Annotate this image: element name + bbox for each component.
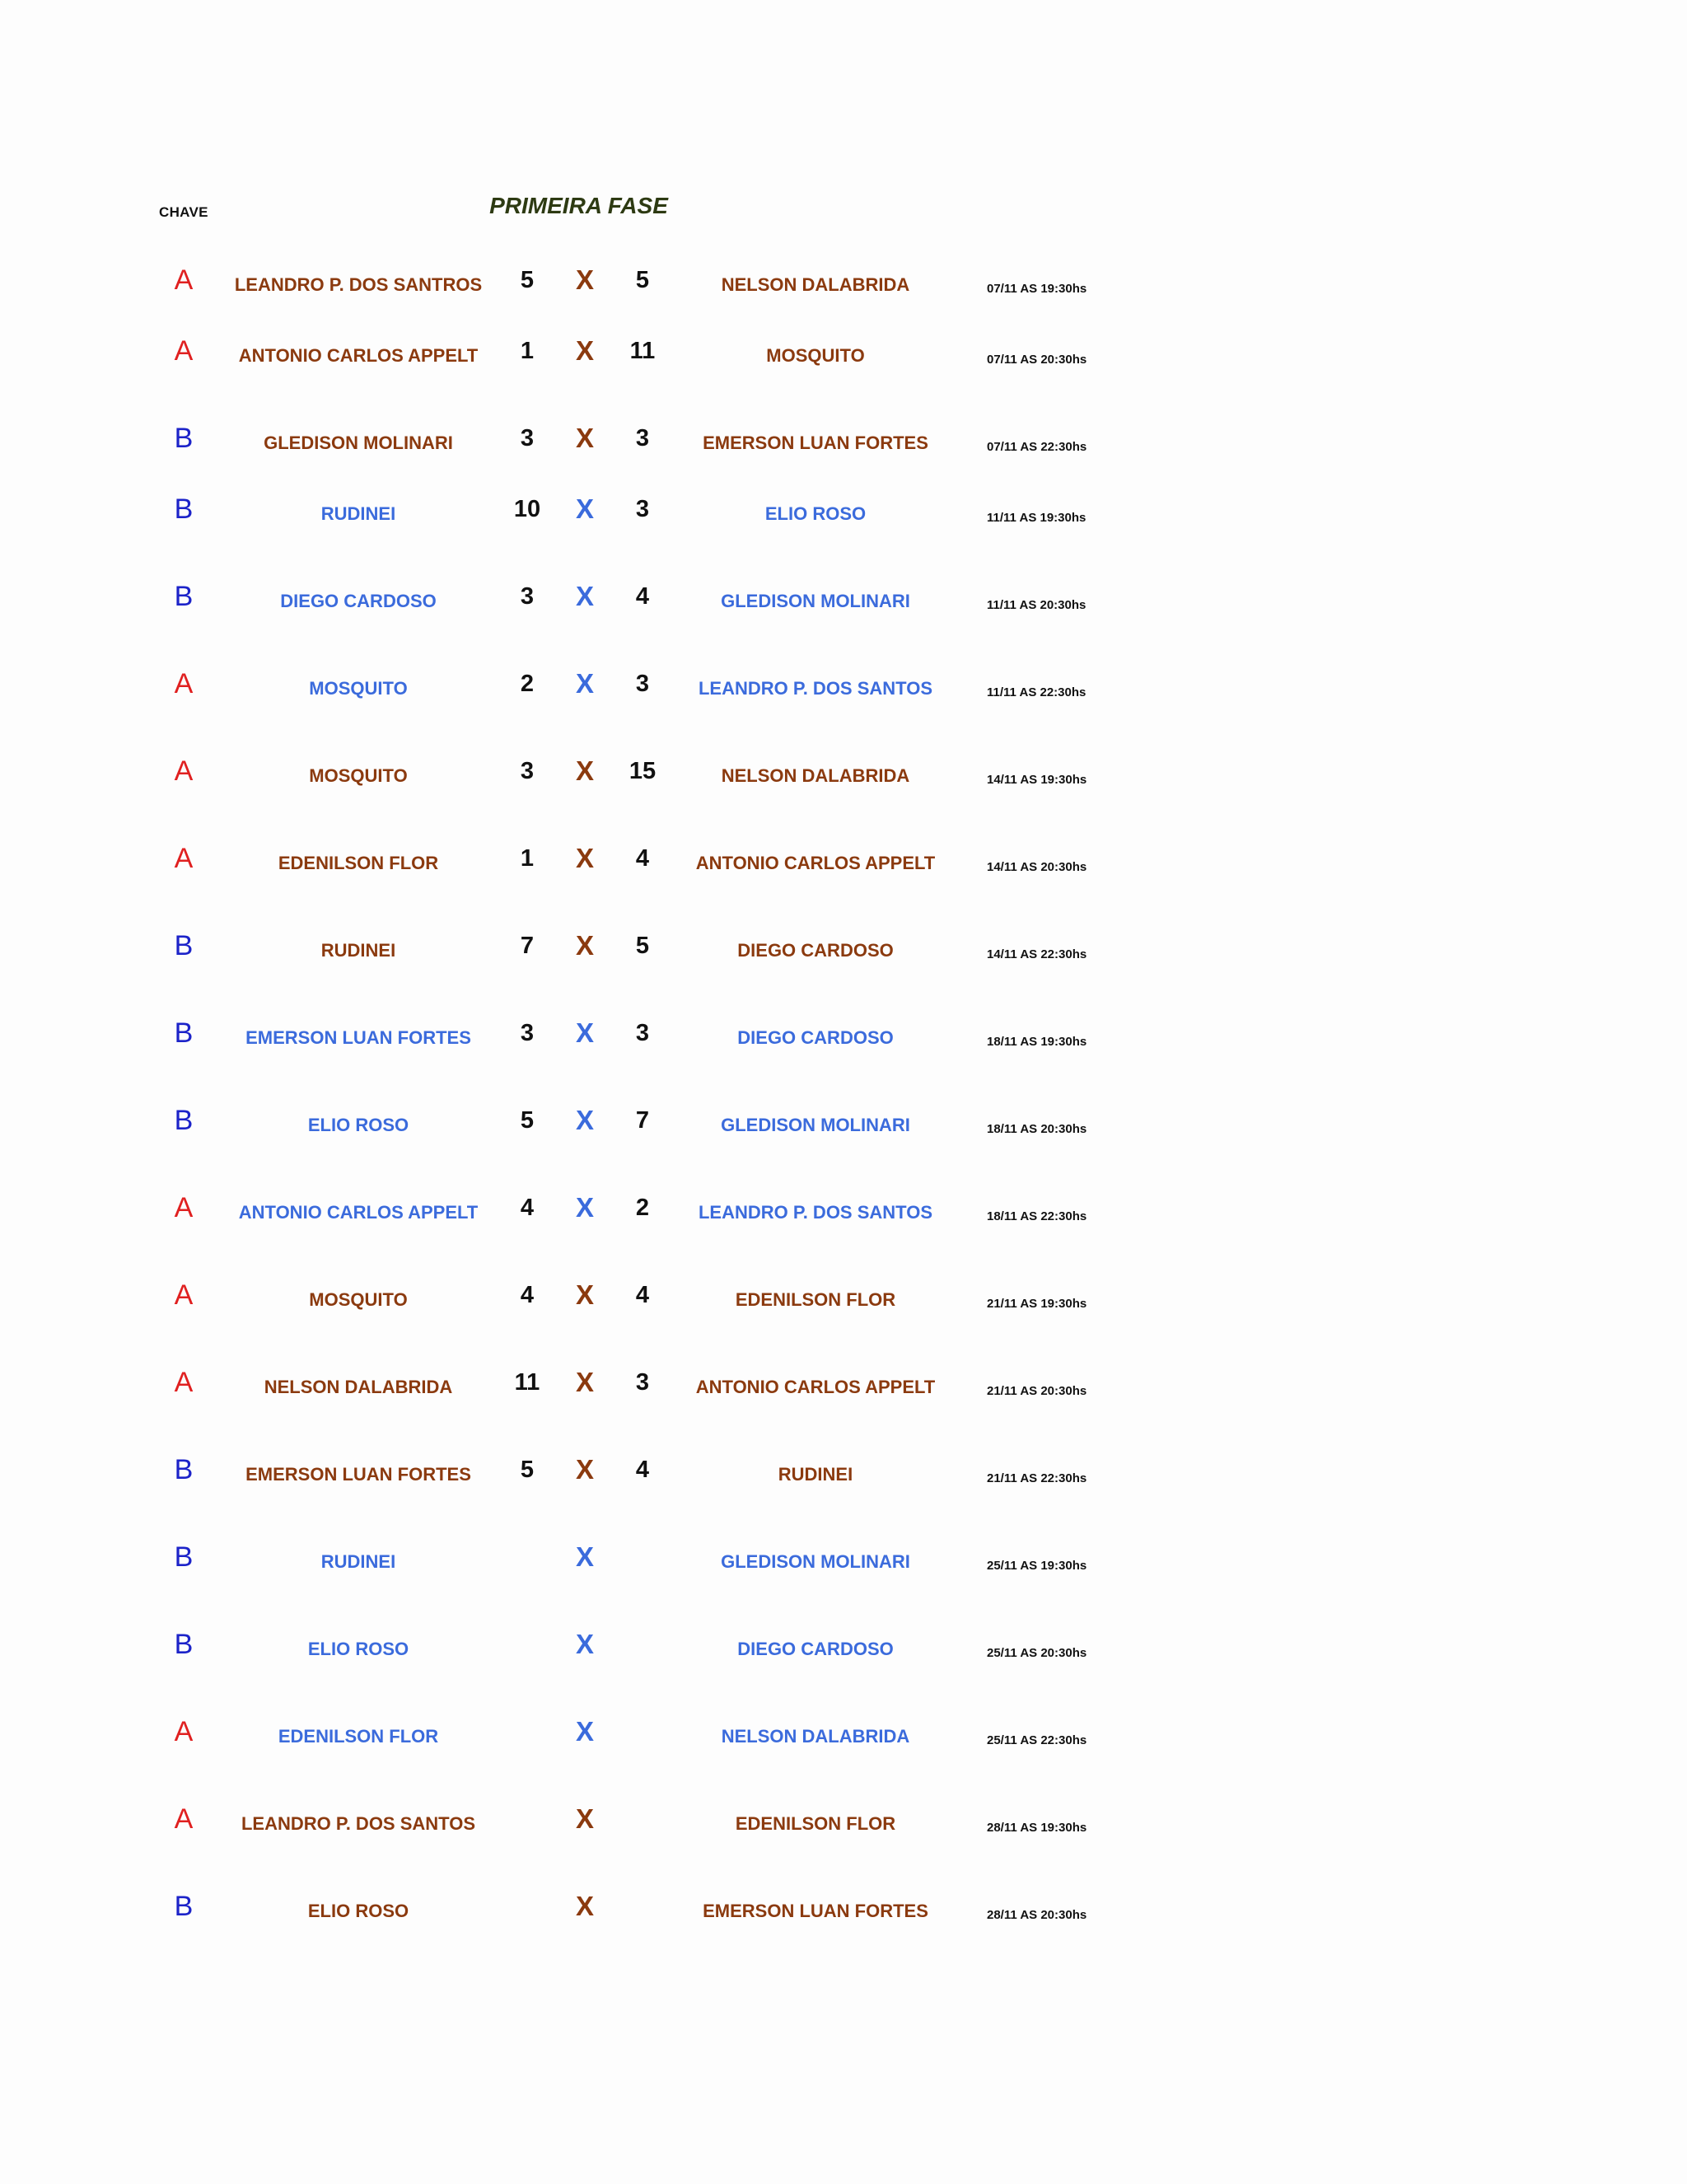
match-row: [0, 1626, 1687, 1676]
match-row: [0, 753, 1687, 802]
home-team: EMERSON LUAN FORTES: [245, 1027, 471, 1048]
phase-title: PRIMEIRA FASE: [489, 193, 668, 218]
away-team: DIEGO CARDOSO: [737, 1027, 894, 1048]
match-date: 28/11 AS 20:30hs: [987, 1908, 1087, 1922]
match-row: [0, 1714, 1687, 1763]
away-team: DIEGO CARDOSO: [737, 1639, 894, 1659]
match-row: [0, 420, 1687, 470]
chave-letter: B: [174, 423, 194, 454]
home-score: 1: [520, 845, 535, 872]
home-score: 4: [520, 1195, 535, 1221]
home-team: DIEGO CARDOSO: [280, 591, 437, 611]
chave-letter: B: [174, 1629, 194, 1660]
away-team: EMERSON LUAN FORTES: [703, 1901, 928, 1921]
away-team: RUDINEI: [778, 1464, 853, 1485]
match-row: [0, 840, 1687, 890]
home-team: EDENILSON FLOR: [278, 853, 439, 873]
home-team: RUDINEI: [320, 1551, 396, 1572]
home-score: 4: [520, 1282, 535, 1308]
away-score: 4: [635, 1282, 650, 1308]
match-row: [0, 491, 1687, 540]
home-score: 7: [520, 933, 535, 959]
home-score: 3: [520, 1020, 535, 1046]
versus-mark: X: [575, 1105, 594, 1135]
chave-column-header: CHAVE: [159, 204, 208, 220]
home-score: 3: [520, 583, 535, 610]
versus-mark: X: [575, 1541, 594, 1572]
match-date: 07/11 AS 19:30hs: [987, 282, 1087, 296]
home-team: EDENILSON FLOR: [278, 1726, 439, 1747]
away-score: 3: [635, 1020, 650, 1046]
home-team: MOSQUITO: [309, 1289, 408, 1310]
chave-letter: B: [174, 493, 194, 525]
versus-mark: X: [575, 335, 594, 366]
chave-letter: A: [174, 755, 194, 787]
chave-letter: A: [174, 1367, 194, 1398]
away-score: 4: [635, 1457, 650, 1483]
chave-letter: A: [174, 1803, 194, 1835]
chave-letter: B: [174, 930, 194, 961]
home-team: ANTONIO CARLOS APPELT: [238, 1202, 479, 1223]
match-row: [0, 578, 1687, 628]
match-row: [0, 1539, 1687, 1588]
away-score: 4: [635, 845, 650, 872]
away-score: 3: [635, 671, 650, 697]
chave-letter: B: [174, 1017, 194, 1049]
versus-mark: X: [575, 1629, 594, 1659]
match-date: 28/11 AS 19:30hs: [987, 1821, 1087, 1835]
versus-mark: X: [575, 930, 594, 961]
away-score: 2: [635, 1195, 650, 1221]
home-team: ELIO ROSO: [307, 1115, 409, 1135]
match-row: [0, 1801, 1687, 1850]
match-date: 18/11 AS 19:30hs: [987, 1035, 1087, 1049]
away-score: 7: [635, 1107, 650, 1134]
match-date: 25/11 AS 20:30hs: [987, 1646, 1087, 1660]
away-team: ELIO ROSO: [764, 503, 867, 524]
match-date: 14/11 AS 22:30hs: [987, 947, 1087, 961]
home-score: 3: [520, 758, 535, 784]
home-team: ELIO ROSO: [307, 1901, 409, 1921]
home-team: ANTONIO CARLOS APPELT: [238, 345, 479, 366]
versus-mark: X: [575, 1017, 594, 1048]
match-date: 21/11 AS 20:30hs: [987, 1384, 1087, 1398]
chave-letter: A: [174, 1192, 194, 1223]
home-score: 5: [520, 267, 535, 293]
home-team: GLEDISON MOLINARI: [264, 433, 453, 453]
chave-letter: B: [174, 1891, 194, 1922]
chave-letter: B: [174, 1541, 194, 1573]
match-row: [0, 1015, 1687, 1064]
away-score: 3: [635, 1369, 650, 1396]
versus-mark: X: [575, 264, 594, 295]
versus-mark: X: [575, 423, 594, 453]
away-team: NELSON DALABRIDA: [721, 1726, 910, 1747]
away-team: NELSON DALABRIDA: [721, 765, 910, 786]
home-team: EMERSON LUAN FORTES: [245, 1464, 471, 1485]
chave-letter: A: [174, 1279, 194, 1311]
home-score: 10: [513, 496, 541, 522]
home-team: NELSON DALABRIDA: [264, 1377, 453, 1397]
match-date: 21/11 AS 22:30hs: [987, 1471, 1087, 1485]
versus-mark: X: [575, 1279, 594, 1310]
home-score: 11: [514, 1369, 540, 1396]
chave-letter: A: [174, 1716, 194, 1747]
match-date: 18/11 AS 20:30hs: [987, 1122, 1087, 1136]
match-row: [0, 928, 1687, 977]
match-date: 25/11 AS 22:30hs: [987, 1733, 1087, 1747]
versus-mark: X: [575, 755, 594, 786]
away-score: 11: [629, 338, 656, 364]
chave-letter: A: [174, 843, 194, 874]
away-team: GLEDISON MOLINARI: [721, 1551, 910, 1572]
versus-mark: X: [575, 581, 594, 611]
home-team: ELIO ROSO: [307, 1639, 409, 1659]
chave-letter: A: [174, 264, 194, 296]
away-score: 3: [635, 425, 650, 451]
match-row: [0, 262, 1687, 311]
versus-mark: X: [575, 1454, 594, 1485]
match-row: [0, 1102, 1687, 1152]
away-team: LEANDRO P. DOS SANTOS: [698, 1202, 932, 1223]
match-date: 11/11 AS 19:30hs: [987, 511, 1087, 525]
away-team: EDENILSON FLOR: [735, 1813, 896, 1834]
match-date: 14/11 AS 20:30hs: [987, 860, 1087, 874]
home-score: 1: [520, 338, 535, 364]
chave-letter: A: [174, 668, 194, 699]
versus-mark: X: [575, 668, 594, 699]
away-team: GLEDISON MOLINARI: [721, 1115, 910, 1135]
match-row: [0, 666, 1687, 715]
home-team: MOSQUITO: [309, 678, 408, 699]
match-date: 07/11 AS 20:30hs: [987, 353, 1087, 367]
versus-mark: X: [575, 1192, 594, 1223]
home-team: RUDINEI: [320, 503, 396, 524]
home-team: LEANDRO P. DOS SANTOS: [241, 1813, 475, 1834]
away-team: EMERSON LUAN FORTES: [703, 433, 928, 453]
away-score: 15: [629, 758, 657, 784]
home-team: RUDINEI: [320, 940, 396, 961]
match-date: 11/11 AS 22:30hs: [987, 685, 1087, 699]
match-date: 14/11 AS 19:30hs: [987, 773, 1087, 787]
away-team: LEANDRO P. DOS SANTOS: [698, 678, 932, 699]
match-row: [0, 333, 1687, 382]
match-row: [0, 1190, 1687, 1239]
away-score: 3: [635, 496, 650, 522]
match-date: 07/11 AS 22:30hs: [987, 440, 1087, 454]
away-team: DIEGO CARDOSO: [737, 940, 894, 961]
versus-mark: X: [575, 1803, 594, 1834]
match-row: [0, 1364, 1687, 1414]
away-score: 4: [635, 583, 650, 610]
away-score: 5: [635, 933, 650, 959]
away-team: ANTONIO CARLOS APPELT: [695, 1377, 936, 1397]
chave-letter: B: [174, 1105, 194, 1136]
home-score: 3: [520, 425, 535, 451]
home-score: 2: [520, 671, 535, 697]
away-team: ANTONIO CARLOS APPELT: [695, 853, 936, 873]
away-team: NELSON DALABRIDA: [721, 274, 910, 295]
versus-mark: X: [575, 1367, 594, 1397]
match-date: 18/11 AS 22:30hs: [987, 1209, 1087, 1223]
chave-letter: A: [174, 335, 194, 367]
match-date: 21/11 AS 19:30hs: [987, 1297, 1087, 1311]
match-date: 11/11 AS 20:30hs: [987, 598, 1087, 612]
versus-mark: X: [575, 493, 594, 524]
home-score: 5: [520, 1457, 535, 1483]
home-team: LEANDRO P. DOS SANTROS: [234, 274, 483, 295]
away-team: GLEDISON MOLINARI: [721, 591, 910, 611]
match-date: 25/11 AS 19:30hs: [987, 1559, 1087, 1573]
away-team: MOSQUITO: [766, 345, 865, 366]
match-row: [0, 1277, 1687, 1326]
match-row: [0, 1888, 1687, 1938]
away-team: EDENILSON FLOR: [735, 1289, 896, 1310]
match-row: [0, 1452, 1687, 1501]
versus-mark: X: [575, 1891, 594, 1921]
versus-mark: X: [575, 843, 594, 873]
chave-letter: B: [174, 1454, 194, 1485]
away-score: 5: [635, 267, 650, 293]
versus-mark: X: [575, 1716, 594, 1747]
home-team: MOSQUITO: [309, 765, 408, 786]
chave-letter: B: [174, 581, 194, 612]
home-score: 5: [520, 1107, 535, 1134]
